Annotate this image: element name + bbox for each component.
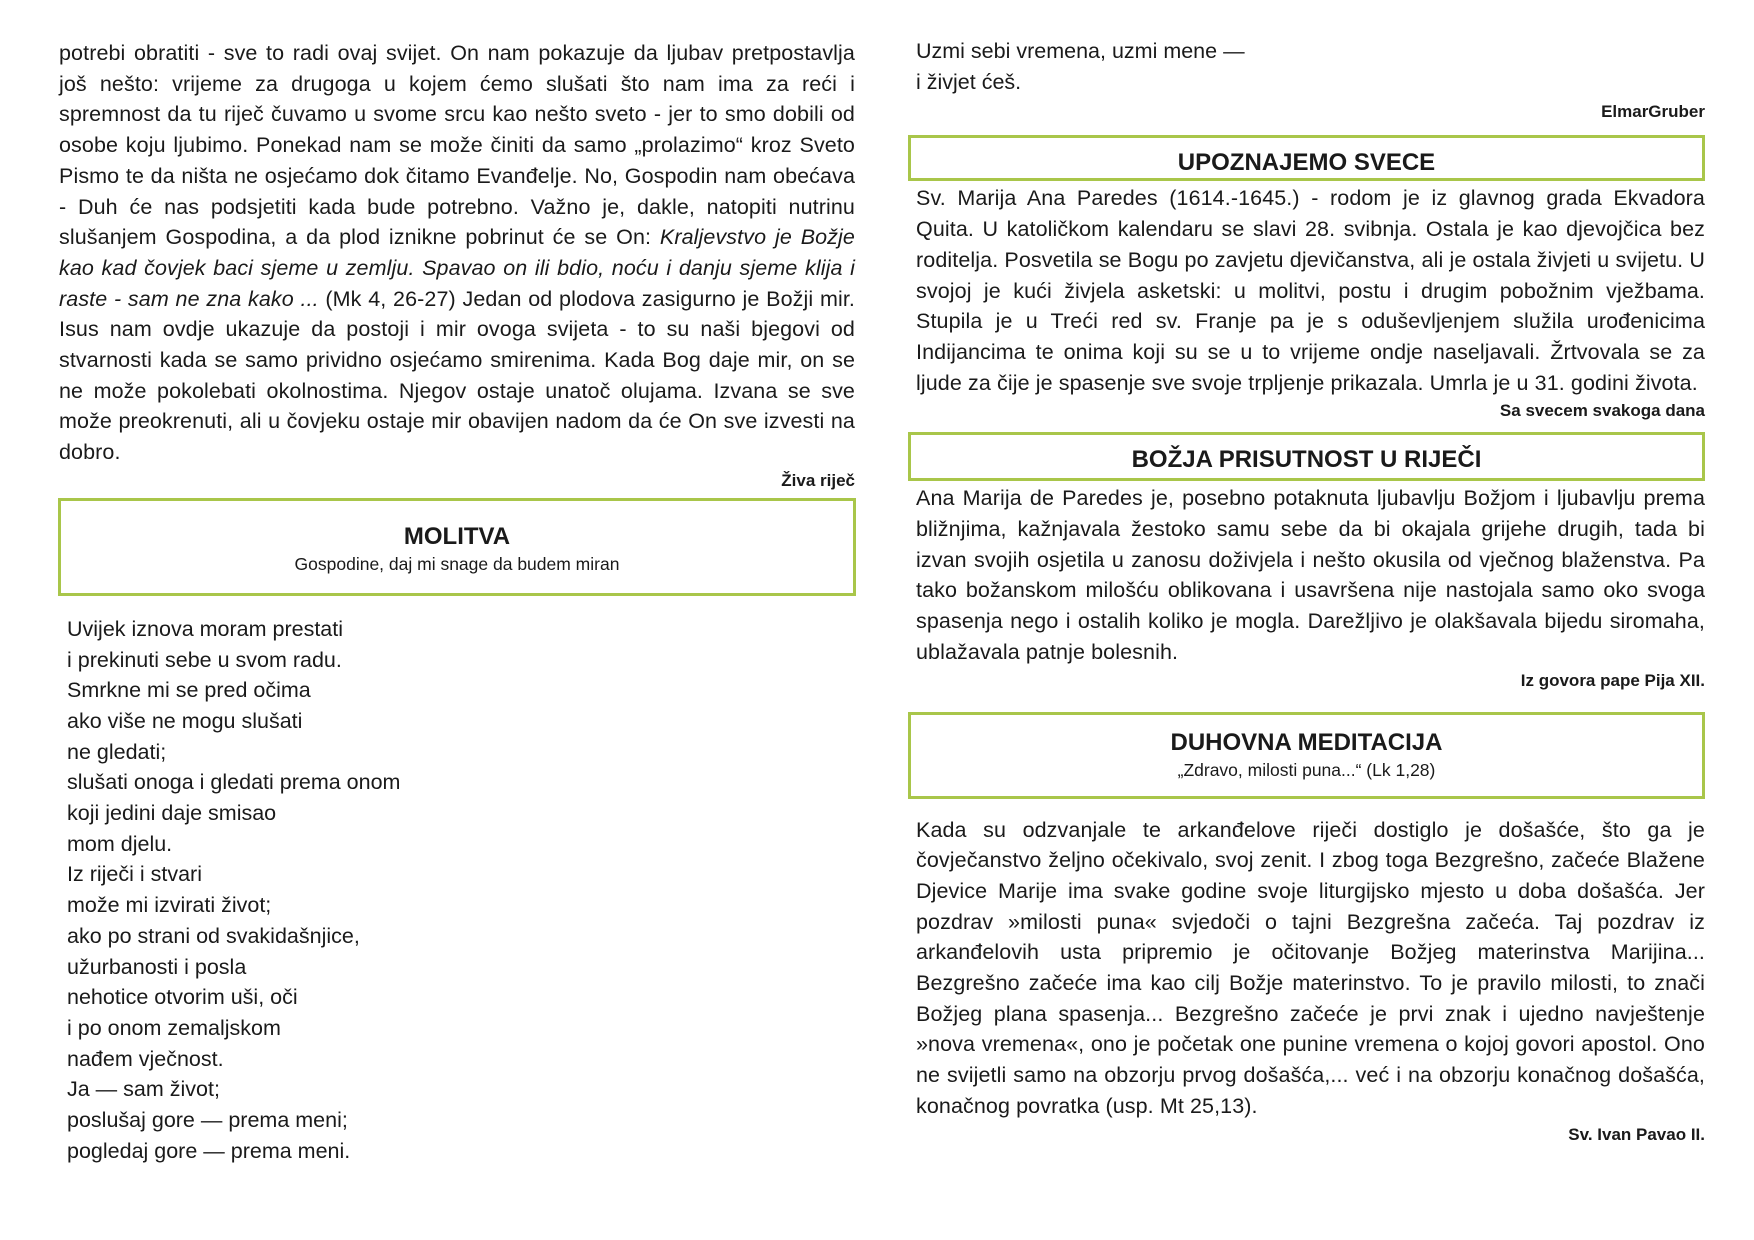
prisutnost-box	[908, 432, 1705, 481]
molitva-subtitle: Gospodine, daj mi snage da budem miran	[294, 553, 620, 574]
poem-line: ako po strani od svakidašnjice,	[67, 923, 360, 948]
poem-end-line: Uzmi sebi vremena, uzmi mene —	[916, 39, 1245, 63]
meditacija-subtitle: „Zdravo, milosti puna...“ (Lk 1,28)	[1177, 759, 1436, 780]
intro-text-part2: (Mk 4, 26-27) Jedan od plodova zasigurno je Božji mir. Isus nam ovdje ukazuje da postoji i mir ovoga svijeta - to su naši bjegovi od stvarnosti kada se samo prividno osjećamo smirenima. Kada Bog daje mir, on se ne može pokolebati okolnostima. Njegov ostaje unatoč olujama. Izvana se sve može preokrenuti, ali u čovjeku ostaje mir obavijen nadom da će On sve izvesti na dobro.	[59, 286, 855, 465]
poem-line: može mi izvirati život;	[67, 893, 272, 918]
svece-source: Sa svecem svakoga dana	[1499, 401, 1705, 421]
prisutnost-text: Ana Marija de Paredes je, posebno potaknuta ljubavlju Božjom i ljubavlju prema bližnjima, kažnjavala žestoko samu sebe da bi okajala grijehe drugih, tada bi izvan svojih osjetila u zanosu doživjela i nešto okusila od vječnog blaženstva. Pa tako božanskom milošću oblikovana i usavršena nije nastojala samo oko svoga spasenja nego i ostalih koliko je mogla. Darežljivo je olakšavala bijedu siromaha, ublažavala patnje bolesnih.	[916, 486, 1705, 664]
prayer-poem	[59, 614, 855, 1167]
poem-line: poslušaj gore — prema meni;	[67, 1108, 348, 1133]
poem-line: ne gledati;	[67, 739, 167, 764]
prayer-poem-ending	[916, 36, 1705, 97]
meditacija-box	[908, 712, 1705, 799]
meditacija-title: DUHOVNA MEDITACIJA	[1170, 728, 1443, 756]
svece-text: Sv. Marija Ana Paredes (1614.-1645.) - rodom je iz glavnog grada Ekvadora Quita. U katoličkom kalendaru se slavi 28. svibnja. Ostala je kao djevojčica bez roditelja. Posvetila se Bogu po zavjetu djevičanstva, ali je ostala živjeti u svijetu. U svojoj je kući živjela asketski: u molitvi, postu i drugim pobožnim vježbama. Stupila je u Treći red sv. Franje pa je s oduševljenjem služila urođenicima Indijancima te onima koji su se u to vrijeme ondje naseljavali. Žrtvovala se za ljude za čije je spasenje sve svoje trpljenje prikazala. Umrla je u 31. godini života.	[916, 186, 1705, 395]
left-column	[59, 38, 855, 1167]
prisutnost-source: Iz govora pape Pija XII.	[1520, 670, 1705, 690]
poem-line: Iz riječi i stvari	[67, 862, 202, 887]
svece-title: UPOZNAJEMO SVECE	[1177, 149, 1436, 177]
molitva-title: MOLITVA	[403, 522, 511, 550]
meditacija-source: Sv. Ivan Pavao II.	[1568, 1124, 1705, 1144]
poem-line: ako više ne mogu slušati	[67, 708, 303, 733]
intro-scripture-quote: Kraljevstvo je Božje kao kad čovjek baci sjeme u zemlju. Spavao on ili bdio, noću i danju sjeme klija i raste - sam ne zna kako ...	[59, 225, 855, 311]
right-column	[916, 38, 1705, 1146]
poem-line: i po onom zemaljskom	[67, 1015, 281, 1040]
svece-box	[908, 135, 1705, 181]
poem-line: Uvijek iznova moram prestati	[67, 616, 344, 641]
poem-line: Smrkne mi se pred očima	[67, 678, 311, 703]
poem-line: slušati onoga i gledati prema onom	[67, 770, 401, 795]
poem-line: pogledaj gore — prema meni.	[67, 1138, 351, 1163]
molitva-box	[58, 498, 856, 596]
poem-line: i prekinuti sebe u svom radu.	[67, 647, 342, 672]
poem-line: nađem vječnost.	[67, 1046, 224, 1071]
poem-line: Ja — sam život;	[67, 1077, 220, 1102]
poem-line: nehotice otvorim uši, oči	[67, 985, 298, 1010]
intro-source: Živa riječ	[781, 470, 855, 490]
poem-line: užurbanosti i posla	[67, 954, 247, 979]
meditacija-text: Kada su odzvanjale te arkanđelove riječi dostiglo je došašće, što ga je čovječanstvo željno očekivalo, svoj zenit. I zbog toga Bezgrešno, začeće Blažene Djevice Marije ima svake godine svoje liturgijsko mjesto u doba došašća. Jer pozdrav »milosti puna« svjedoči o tajni Bezgrešna začeća. Taj pozdrav iz arkanđelovih usta pripremio je očitovanje Božjeg materinstva Marijina... Bezgrešno začeće ima kao cilj Božje materinstvo. To je pravilo milosti, to znači Božjeg plana spasenja... Bezgrešno začeće je prvi znak i ujedno navještenje »nova vremena«, ono je početak one punine vremena o kojoj govori apostol. Ono ne svijetli samo na obzorju prvog došašća,... već i na obzorju konačnog došašća, konačnog povratka (usp. Mt 25,13).	[916, 817, 1705, 1118]
prisutnost-title: BOŽJA PRISUTNOST U RIJEČI	[1131, 446, 1482, 474]
intro-text-part1: potrebi obratiti - sve to radi ovaj svijet. On nam pokazuje da ljubav pretpostavlja još nešto: vrijeme za drugoga u kojem ćemo slušati što nam ima za reći i spremnost da tu riječ čuvamo u svome srcu kao nešto sveto - jer to smo dobili od osobe koju ljubimo. Ponekad nam se može činiti da samo „prolazimo“ kroz Sveto Pismo te da ništa ne osjećamo dok čitamo Evanđelje. No, Gospodin nam obećava - Duh će nas podsjetiti kada bude potrebno. Važno je, dakle, natopiti nutrinu slušanjem Gospodina, a da plod iznikne pobrinut će se On:	[59, 41, 855, 250]
poem-line: mom djelu.	[67, 831, 173, 856]
poem-source: ElmarGruber	[1601, 102, 1705, 122]
intro-paragraph	[59, 38, 855, 468]
poem-line: koji jedini daje smisao	[67, 801, 277, 826]
poem-end-line: i živjet ćeš.	[916, 69, 1022, 94]
